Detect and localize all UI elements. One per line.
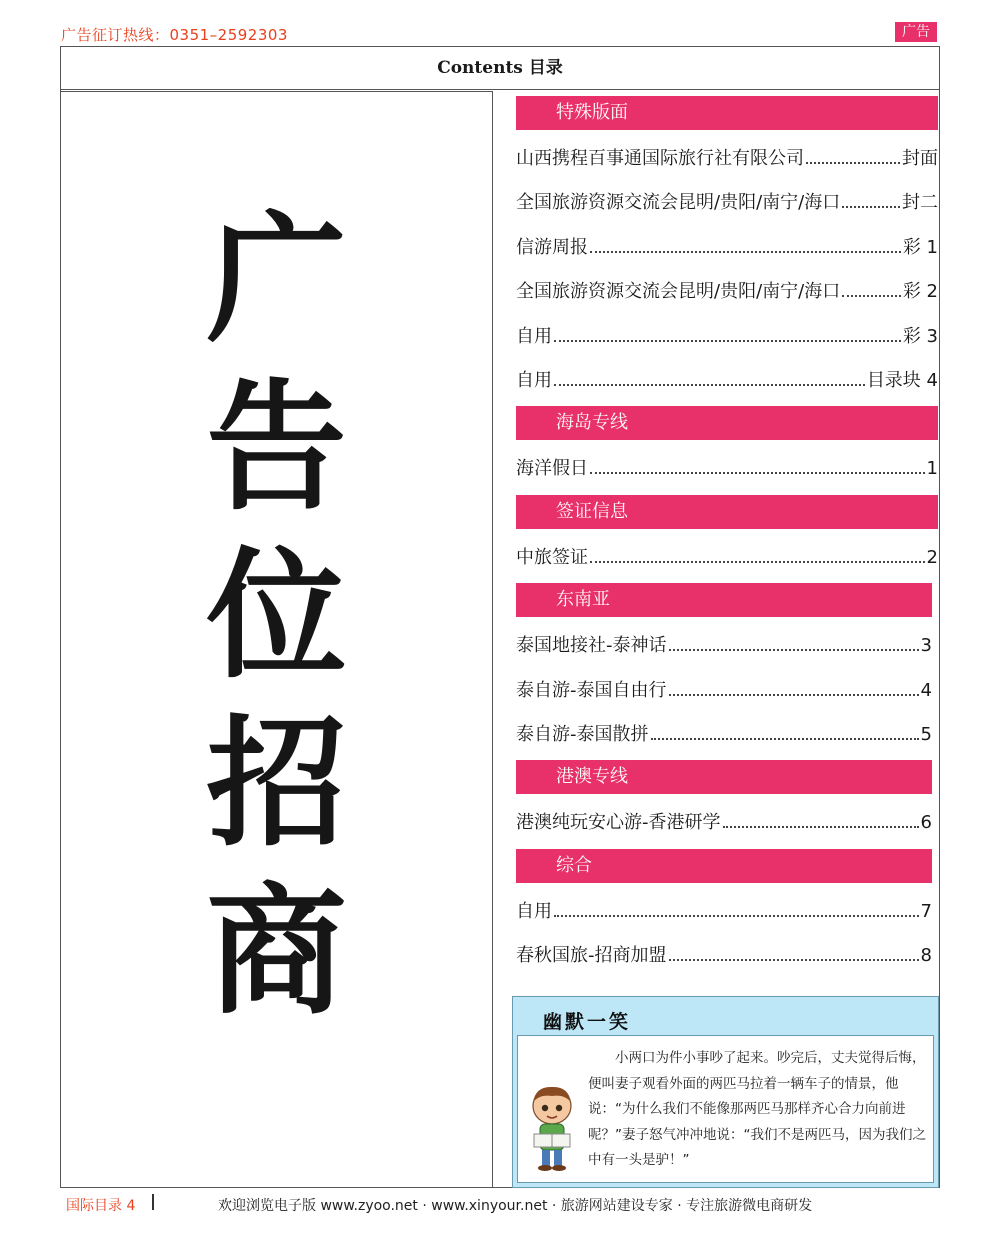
- leader-dots: [669, 959, 919, 961]
- toc-entry[interactable]: [516, 539, 938, 583]
- toc-entry[interactable]: [516, 450, 938, 494]
- toc-entry[interactable]: [516, 672, 932, 716]
- ad-tag: 广告: [895, 22, 937, 42]
- toc-entry[interactable]: [516, 318, 938, 362]
- section-heading-island: 海岛专线: [516, 406, 938, 440]
- toc-entry-page: 6: [920, 812, 932, 834]
- toc-entry-page: 2: [926, 546, 938, 568]
- leader-dots: [806, 162, 900, 164]
- toc-entry[interactable]: [516, 229, 938, 273]
- humor-box: [512, 996, 939, 1188]
- toc-entry-title: 自用: [516, 325, 552, 347]
- toc-entry-page: 1: [926, 458, 938, 480]
- toc-entry-page: 彩 2: [902, 281, 938, 303]
- ad-char: 广: [206, 198, 347, 362]
- footer-page-label: 国际目录 4: [66, 1198, 136, 1214]
- toc-entry-page: 封二: [902, 192, 938, 214]
- joke-text: 小两口为件小事吵了起来。吵完后，丈夫觉得后悔，便叫妻子观看外面的两匹马拉着一辆车子的情景，他说：“为什么我们不能像那两匹马那样齐心合力向前进呢？”妻子怒气冲冲地说：“我们不是两匹马，因为我们之中有一头是驴！”: [588, 1050, 926, 1168]
- leader-dots: [590, 251, 901, 253]
- ad-char: 招: [206, 702, 347, 866]
- footer-websites: 欢迎浏览电子版 www.zyoo.net · www.xinyour.net · 旅游网站建设专家 · 专注旅游微电商研发: [218, 1198, 813, 1214]
- ad-char: 商: [206, 870, 347, 1034]
- toc-entry-page: 8: [920, 945, 932, 967]
- toc-entry-page: 3: [920, 635, 932, 657]
- toc-entry-title: 春秋国旅-招商加盟: [516, 945, 667, 967]
- leader-dots: [554, 384, 865, 386]
- toc-entry[interactable]: [516, 362, 938, 406]
- humor-title: 幽默一笑: [543, 1011, 632, 1033]
- toc-entry-page: 封面: [902, 148, 938, 169]
- toc-entry-page: 4: [920, 679, 932, 701]
- leader-dots: [590, 561, 925, 563]
- ad-char: 告: [206, 366, 347, 530]
- leader-dots: [554, 915, 919, 917]
- toc-entry[interactable]: [516, 184, 938, 228]
- footer-divider: [152, 1194, 154, 1210]
- section-heading-special: 特殊版面: [516, 96, 938, 130]
- toc-entry-title: 自用: [516, 369, 552, 391]
- leader-dots: [723, 826, 919, 828]
- ad-hotline: 广告征订热线：0351–2592303: [61, 26, 288, 44]
- toc-entry[interactable]: [516, 273, 938, 317]
- ad-space-text: [60, 196, 493, 1036]
- humor-content: [517, 1035, 934, 1183]
- toc-entry[interactable]: [516, 804, 932, 848]
- section-heading-general: 综合: [516, 849, 932, 883]
- toc-entry-title: 中旅签证: [516, 546, 588, 568]
- section-heading-southeast-asia: 东南亚: [516, 583, 932, 617]
- page-title: Contents 目录: [60, 46, 940, 90]
- toc-entry[interactable]: [516, 937, 932, 981]
- leader-dots: [651, 738, 919, 740]
- toc-entry-title: 泰自游-泰国散拼: [516, 723, 649, 745]
- toc-entry-title: 泰国地接社-泰神话: [516, 635, 667, 657]
- section-heading-visa: 签证信息: [516, 495, 938, 529]
- toc-entry-title: 信游周报: [516, 236, 588, 258]
- leader-dots: [669, 694, 919, 696]
- toc-entry-title: 全国旅游资源交流会昆明/贵阳/南宁/海口: [516, 281, 841, 303]
- toc-entry[interactable]: [516, 716, 932, 760]
- leader-dots: [590, 472, 925, 474]
- toc-entry[interactable]: [516, 627, 932, 671]
- toc-entry-title: 海洋假日: [516, 458, 588, 480]
- toc-entry-title: 自用: [516, 900, 552, 922]
- toc-entry[interactable]: [516, 140, 938, 184]
- toc-entry-page: 目录块 4: [866, 369, 938, 391]
- toc-entry-page: 彩 1: [902, 236, 938, 258]
- toc-entry-title: 山西携程百事通国际旅行社有限公司: [516, 148, 804, 169]
- toc-entry[interactable]: [516, 893, 932, 937]
- section-heading-hk-macau: 港澳专线: [516, 760, 932, 794]
- toc-entry-title: 港澳纯玩安心游-香港研学: [516, 812, 721, 834]
- cartoon-boy-reading-icon: [522, 1082, 582, 1172]
- toc-entry-page: 7: [920, 900, 932, 922]
- leader-dots: [842, 295, 901, 297]
- toc-entry-title: 全国旅游资源交流会昆明/贵阳/南宁/海口: [516, 192, 841, 214]
- toc-entry-title: 泰自游-泰国自由行: [516, 679, 667, 701]
- table-of-contents: [516, 96, 938, 981]
- toc-entry-page: 5: [920, 723, 932, 745]
- leader-dots: [554, 340, 901, 342]
- ad-char: 位: [206, 534, 347, 698]
- leader-dots: [669, 649, 919, 651]
- leader-dots: [842, 206, 900, 208]
- toc-entry-page: 彩 3: [902, 325, 938, 347]
